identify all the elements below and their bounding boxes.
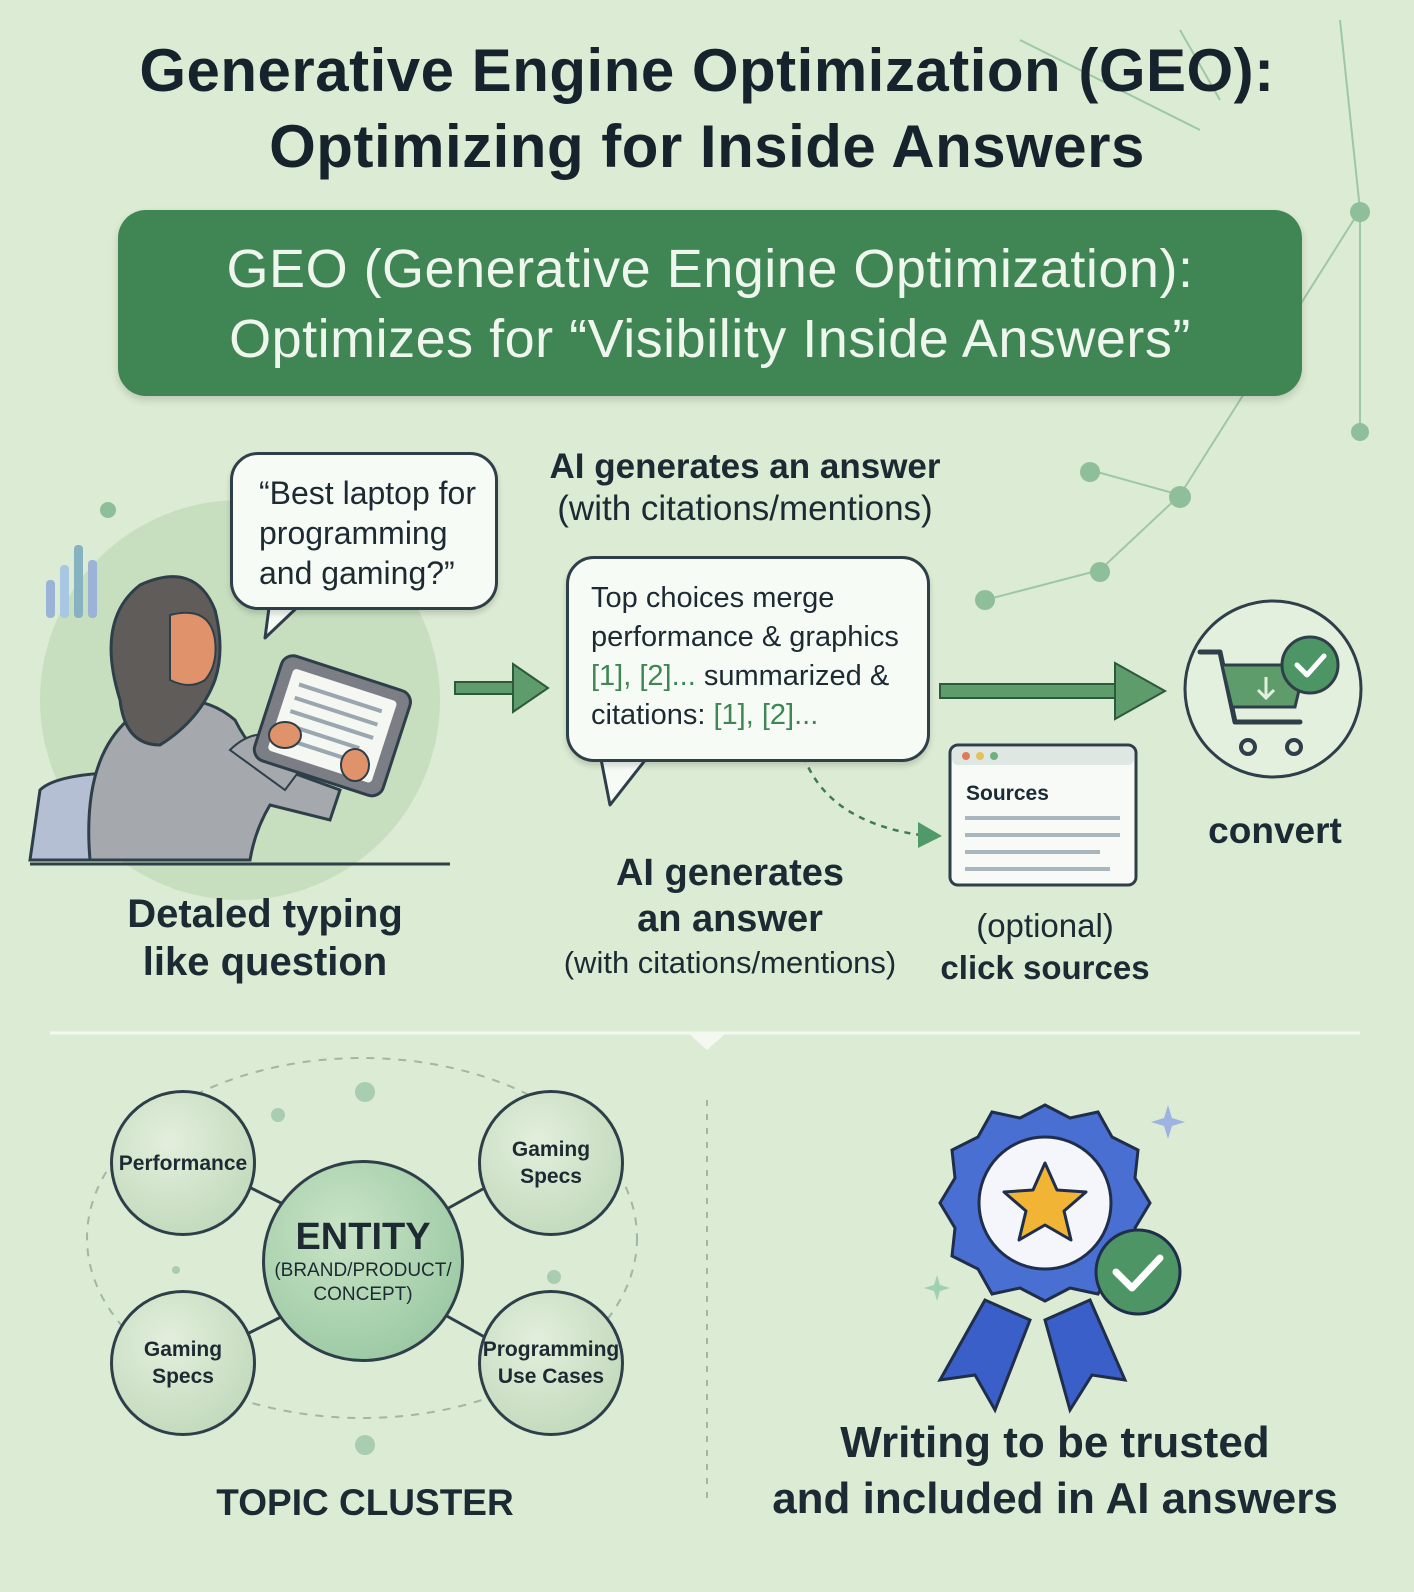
answer-citations-2[interactable]: [1], [2]... <box>713 699 819 731</box>
arrow-to-convert-icon <box>940 663 1165 719</box>
ai-caption-line3: (with citations/mentions) <box>563 945 897 980</box>
ai-answer-bubble <box>566 556 930 762</box>
answer-line3-text: summarized & <box>695 660 890 692</box>
query-line1: “Best laptop for <box>259 475 476 511</box>
cluster-node-performance: Performance <box>110 1090 256 1236</box>
query-speech-bubble <box>230 452 498 610</box>
ai-header-line2: (with citations/mentions) <box>557 489 933 528</box>
ai-step-header <box>520 446 970 530</box>
trust-line2: and included in AI answers <box>772 1474 1338 1523</box>
banner-line1: GEO (Generative Engine Optimization): <box>226 239 1194 299</box>
banner-line2: Optimizes for “Visibility Inside Answers” <box>229 309 1191 369</box>
entity-sub-line2: CONCEPT) <box>313 1284 413 1305</box>
sources-window-title[interactable]: Sources <box>966 782 1049 805</box>
query-line3: and gaming?” <box>259 555 455 591</box>
cluster-center-entity <box>262 1160 464 1362</box>
shopping-cart-check-icon <box>1185 601 1361 777</box>
answer-line3 <box>591 657 921 696</box>
topic-cluster-label: TOPIC CLUSTER <box>216 1482 514 1523</box>
sources-caption-line1: (optional) <box>976 907 1114 944</box>
user-step-caption <box>60 890 470 986</box>
query-line2: programming <box>259 515 448 551</box>
ai-caption-line1: AI generates <box>615 852 845 894</box>
ai-step-caption <box>535 850 925 984</box>
ai-header-line1: AI generates an answer <box>549 447 941 486</box>
answer-citations-1[interactable]: [1], [2]... <box>591 660 696 692</box>
convert-label: convert <box>1208 810 1342 851</box>
cluster-node-gaming-specs-bottom: Gaming Specs <box>110 1290 256 1436</box>
cluster-node-programming-use-cases: Programming Use Cases <box>478 1290 624 1436</box>
user-caption-line1: Detaled typing <box>127 892 403 936</box>
ai-caption-line2: an answer <box>637 898 823 940</box>
award-ribbon-check-icon <box>924 1105 1185 1410</box>
sources-caption-line2: click sources <box>940 949 1150 986</box>
trust-caption <box>730 1415 1380 1527</box>
geo-banner <box>118 210 1302 396</box>
answer-line4 <box>591 696 921 735</box>
trust-line1: Writing to be trusted <box>840 1418 1270 1467</box>
entity-title: ENTITY <box>295 1216 431 1258</box>
entity-sub-line1: (BRAND/PRODUCT/ <box>274 1260 452 1281</box>
cluster-node-gaming-specs-top: Gaming Specs <box>478 1090 624 1236</box>
arrow-to-answer-icon <box>455 664 548 712</box>
sources-step-caption <box>925 905 1165 989</box>
user-caption-line2: like question <box>142 940 388 984</box>
answer-line1: Top choices merge <box>591 582 835 614</box>
answer-line2: performance & graphics <box>591 621 899 653</box>
page-title-line1: Generative Engine Optimization (GEO): <box>139 37 1275 104</box>
answer-line4-text: citations: <box>591 699 714 731</box>
page-title-line2: Optimizing for Inside Answers <box>269 113 1145 180</box>
sources-window-icon <box>950 745 1136 885</box>
